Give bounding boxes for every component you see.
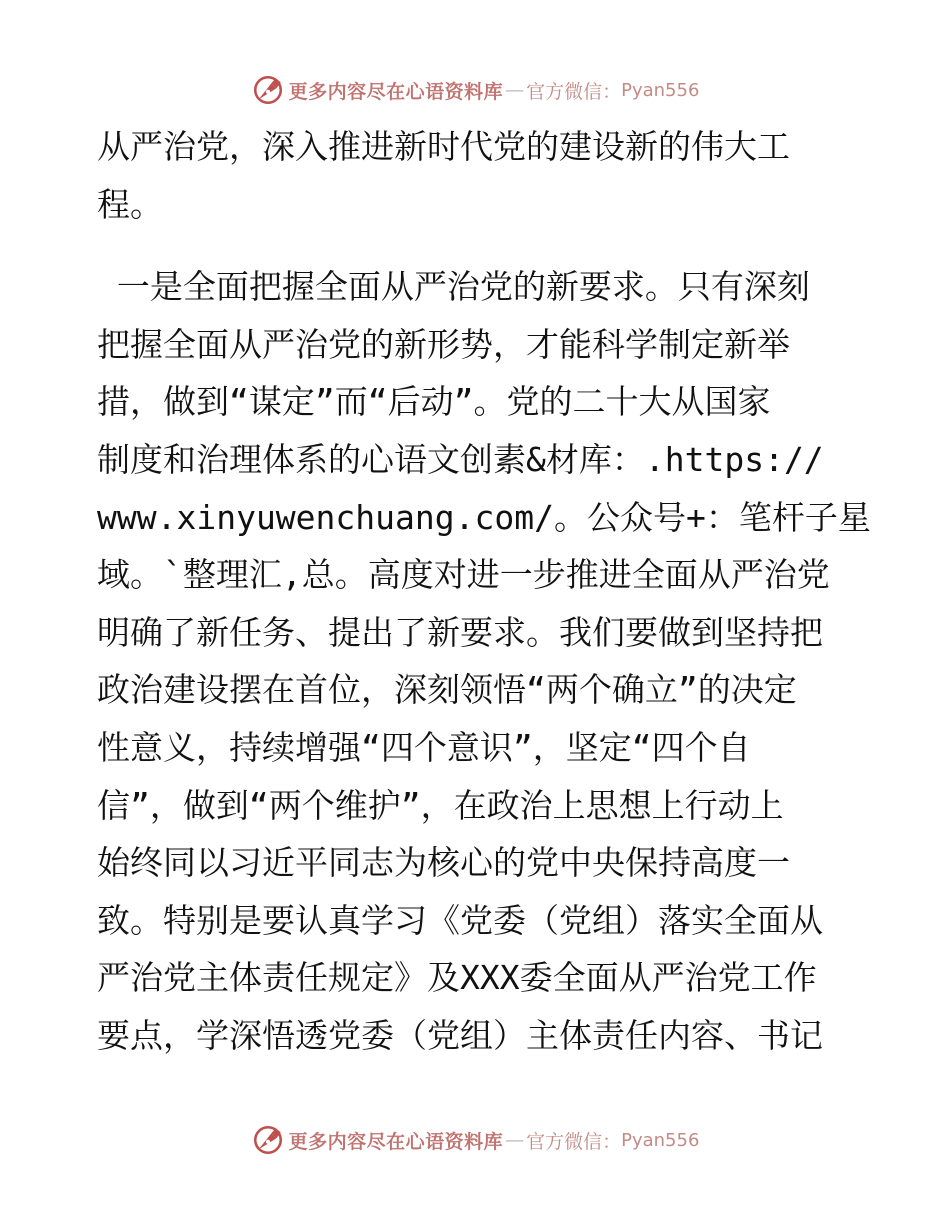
pen-nib-swirl-icon xyxy=(251,1123,285,1157)
text-line: 始终同以习近平同志为核心的党中央保持高度一 xyxy=(97,843,790,883)
banner-wechat-id: Pyan556 xyxy=(621,1129,700,1151)
text-line: www.xinyuwenchuang.com/。公众号+：笔杆子星 xyxy=(97,497,871,537)
text-line: 程。 xyxy=(97,184,163,224)
text-line: 把握全面从严治党的新形势，才能科学制定新举 xyxy=(97,324,790,364)
text-line: 致。特别是要认真学习《党委（党组）落实全面从 xyxy=(97,900,823,940)
banner-separator: — xyxy=(505,1129,525,1151)
text-line: 政治建设摆在首位，深刻领悟“两个确立”的决定 xyxy=(97,670,797,710)
text-line: 域。`整理汇,总。高度对进一步推进全面从严治党 xyxy=(97,555,830,595)
banner-contact-label: 官方微信： xyxy=(526,80,622,103)
paragraph xyxy=(97,118,857,233)
footer-banner xyxy=(0,1120,950,1160)
banner-wechat-id: Pyan556 xyxy=(621,79,700,101)
document-body xyxy=(97,118,871,1065)
text-line: 一是全面把握全面从严治党的新要求。只有深刻 xyxy=(97,267,810,307)
text-line: 从严治党，深入推进新时代党的建设新的伟大工 xyxy=(97,127,790,166)
text-line: 严治党主体责任规定》及XXX委全面从严治党工作 xyxy=(97,958,817,998)
text-line: 信”，做到“两个维护”，在政治上思想上行动上 xyxy=(97,785,784,825)
text-line: 制度和治理体系的心语文创素&材库：.https:// xyxy=(97,439,824,479)
banner-separator: — xyxy=(505,79,525,101)
banner-main-text: 更多内容尽在心语资料库 xyxy=(288,1130,504,1153)
banner-contact-label: 官方微信： xyxy=(526,1130,622,1153)
text-line: 性意义，持续增强“四个意识”，坚定“四个自 xyxy=(97,727,751,767)
banner-main-text: 更多内容尽在心语资料库 xyxy=(288,80,504,103)
text-line: 明确了新任务、提出了新要求。我们要做到坚持把 xyxy=(97,612,823,652)
paragraph xyxy=(97,258,871,1064)
header-banner xyxy=(0,70,950,110)
paragraph-gap xyxy=(97,233,857,258)
text-line: 措，做到“谋定”而“后动”。党的二十大从国家 xyxy=(97,382,771,422)
pen-nib-swirl-icon xyxy=(251,73,285,107)
text-line: 要点，学深悟透党委（党组）主体责任内容、书记 xyxy=(97,1015,823,1055)
